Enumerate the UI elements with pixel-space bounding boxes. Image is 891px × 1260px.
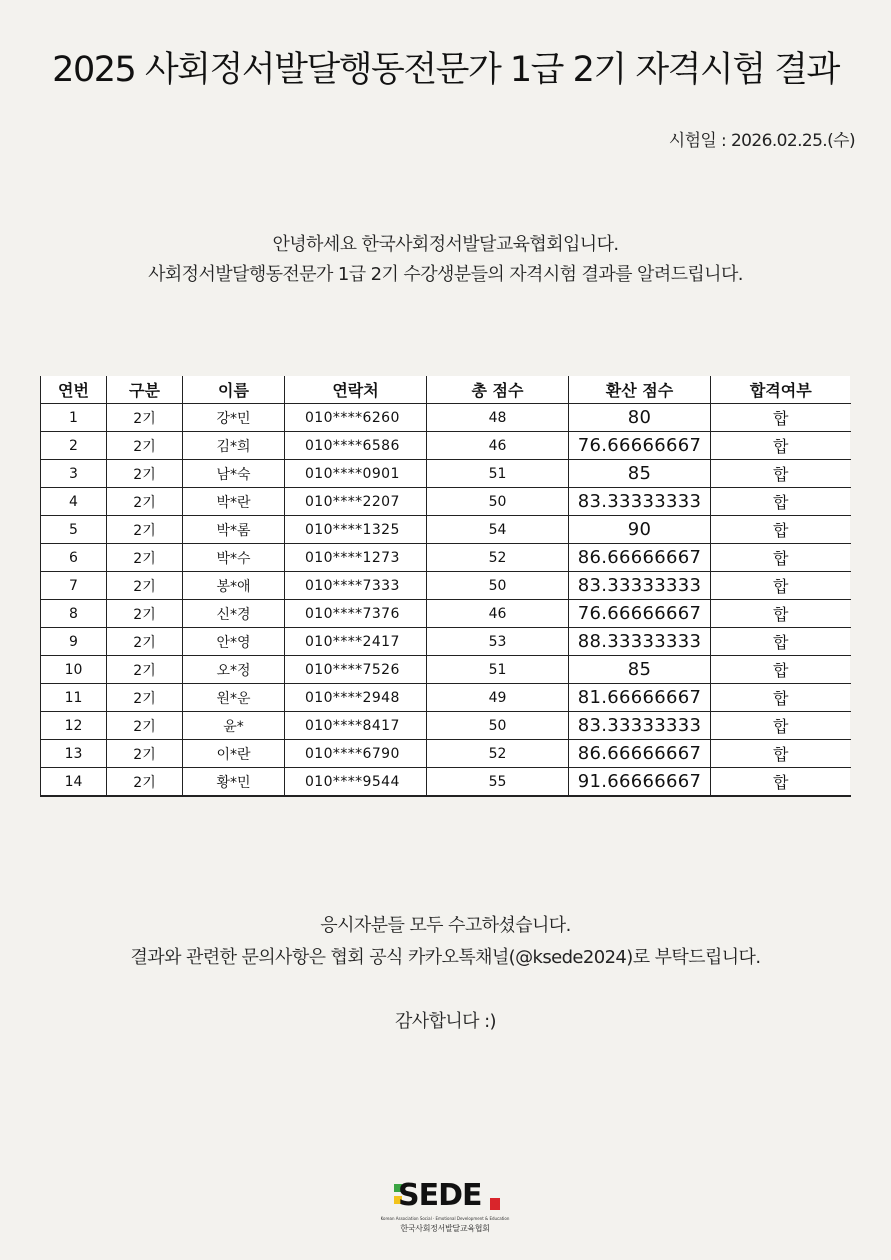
results-table-body: [41, 404, 851, 797]
table-row: [41, 740, 851, 768]
cell-cohort: 2기: [107, 656, 183, 684]
cell-pass-status: 합: [711, 572, 851, 600]
cell-index: 5: [41, 516, 107, 544]
thanks-text: 감사합니다 :): [395, 1011, 496, 1032]
header-contact: 연락처: [285, 376, 427, 404]
cell-contact: 010****6790: [285, 740, 427, 768]
closing-line: 결과와 관련한 문의사항은 협회 공식 카카오톡채널(@ksede2024)로 부탁드립니다.: [130, 947, 761, 968]
cell-total-score: 53: [427, 628, 569, 656]
logo-red-mark: [490, 1198, 500, 1210]
cell-name: 박*란: [183, 488, 285, 516]
logo-korean-name: 한국사회정서발달교육협회: [400, 1224, 490, 1233]
exam-date: 시험일 : 2026.02.25.(수): [668, 131, 855, 151]
cell-contact: 010****0901: [285, 460, 427, 488]
cell-index: 9: [41, 628, 107, 656]
header-converted-score: 환산 점수: [569, 376, 711, 404]
cell-contact: 010****6260: [285, 404, 427, 432]
table-header-row: [41, 376, 851, 404]
header-pass-status: 합격여부: [711, 376, 851, 404]
cell-contact: 010****1273: [285, 544, 427, 572]
cell-pass-status: 합: [711, 544, 851, 572]
cell-converted-score: 83.33333333: [569, 712, 711, 740]
cell-name: 황*민: [183, 768, 285, 797]
cell-pass-status: 합: [711, 600, 851, 628]
cell-converted-score: 90: [569, 516, 711, 544]
cell-name: 남*숙: [183, 460, 285, 488]
cell-cohort: 2기: [107, 600, 183, 628]
intro-message: [0, 230, 891, 290]
cell-total-score: 51: [427, 656, 569, 684]
cell-converted-score: 88.33333333: [569, 628, 711, 656]
cell-total-score: 48: [427, 404, 569, 432]
cell-index: 13: [41, 740, 107, 768]
table-row: [41, 628, 851, 656]
table-row: [41, 572, 851, 600]
closing-message: [0, 910, 891, 1038]
cell-converted-score: 91.66666667: [569, 768, 711, 797]
cell-cohort: 2기: [107, 460, 183, 488]
cell-name: 이*란: [183, 740, 285, 768]
cell-name: 신*경: [183, 600, 285, 628]
cell-pass-status: 합: [711, 684, 851, 712]
cell-index: 11: [41, 684, 107, 712]
cell-cohort: 2기: [107, 488, 183, 516]
cell-cohort: 2기: [107, 768, 183, 797]
cell-converted-score: 81.66666667: [569, 684, 711, 712]
cell-contact: 010****8417: [285, 712, 427, 740]
cell-pass-status: 합: [711, 740, 851, 768]
cell-name: 박*수: [183, 544, 285, 572]
cell-pass-status: 합: [711, 712, 851, 740]
cell-converted-score: 85: [569, 656, 711, 684]
cell-contact: 010****7376: [285, 600, 427, 628]
cell-index: 12: [41, 712, 107, 740]
header-total-score: 총 점수: [427, 376, 569, 404]
cell-name: 원*운: [183, 684, 285, 712]
cell-pass-status: 합: [711, 768, 851, 797]
header-cohort: 구분: [107, 376, 183, 404]
cell-contact: 010****2948: [285, 684, 427, 712]
association-logo: [380, 1178, 510, 1238]
cell-contact: 010****9544: [285, 768, 427, 797]
cell-pass-status: 합: [711, 656, 851, 684]
cell-index: 3: [41, 460, 107, 488]
cell-pass-status: 합: [711, 460, 851, 488]
cell-pass-status: 합: [711, 404, 851, 432]
cell-index: 4: [41, 488, 107, 516]
cell-converted-score: 76.66666667: [569, 600, 711, 628]
intro-line: 안녕하세요 한국사회정서발달교육협회입니다.: [272, 234, 619, 255]
cell-name: 오*정: [183, 656, 285, 684]
cell-contact: 010****2417: [285, 628, 427, 656]
cell-total-score: 50: [427, 488, 569, 516]
cell-name: 봉*애: [183, 572, 285, 600]
cell-cohort: 2기: [107, 712, 183, 740]
logo-wordmark: SEDE: [398, 1178, 482, 1213]
cell-contact: 010****7333: [285, 572, 427, 600]
table-row: [41, 404, 851, 432]
cell-index: 8: [41, 600, 107, 628]
header-name: 이름: [183, 376, 285, 404]
page-title: 2025 사회정서발달행동전문가 1급 2기 자격시험 결과: [52, 50, 839, 90]
cell-name: 안*영: [183, 628, 285, 656]
cell-total-score: 49: [427, 684, 569, 712]
cell-total-score: 50: [427, 572, 569, 600]
closing-line: 응시자분들 모두 수고하셨습니다.: [320, 915, 571, 936]
logo-tagline: Korean Association Social · Emotional Development & Education: [380, 1216, 510, 1221]
table-row: [41, 460, 851, 488]
cell-converted-score: 83.33333333: [569, 488, 711, 516]
cell-pass-status: 합: [711, 488, 851, 516]
cell-total-score: 52: [427, 544, 569, 572]
cell-index: 1: [41, 404, 107, 432]
cell-cohort: 2기: [107, 684, 183, 712]
cell-converted-score: 86.66666667: [569, 544, 711, 572]
cell-pass-status: 합: [711, 432, 851, 460]
cell-index: 7: [41, 572, 107, 600]
cell-name: 강*민: [183, 404, 285, 432]
results-table-container: [40, 376, 850, 797]
header-index: 연번: [41, 376, 107, 404]
cell-cohort: 2기: [107, 572, 183, 600]
cell-total-score: 51: [427, 460, 569, 488]
cell-pass-status: 합: [711, 516, 851, 544]
cell-total-score: 46: [427, 600, 569, 628]
cell-converted-score: 80: [569, 404, 711, 432]
cell-name: 김*희: [183, 432, 285, 460]
table-row: [41, 600, 851, 628]
cell-name: 윤*: [183, 712, 285, 740]
cell-index: 2: [41, 432, 107, 460]
cell-index: 14: [41, 768, 107, 797]
table-row: [41, 656, 851, 684]
cell-total-score: 46: [427, 432, 569, 460]
table-row: [41, 432, 851, 460]
cell-cohort: 2기: [107, 544, 183, 572]
intro-line: 사회정서발달행동전문가 1급 2기 수강생분들의 자격시험 결과를 알려드립니다.: [148, 264, 743, 285]
table-row: [41, 712, 851, 740]
cell-cohort: 2기: [107, 740, 183, 768]
cell-pass-status: 합: [711, 628, 851, 656]
cell-cohort: 2기: [107, 404, 183, 432]
cell-total-score: 50: [427, 712, 569, 740]
cell-converted-score: 86.66666667: [569, 740, 711, 768]
cell-contact: 010****6586: [285, 432, 427, 460]
cell-contact: 010****2207: [285, 488, 427, 516]
cell-converted-score: 76.66666667: [569, 432, 711, 460]
cell-cohort: 2기: [107, 432, 183, 460]
table-row: [41, 544, 851, 572]
cell-converted-score: 85: [569, 460, 711, 488]
cell-name: 박*롬: [183, 516, 285, 544]
cell-total-score: 52: [427, 740, 569, 768]
table-row: [41, 684, 851, 712]
results-table: [40, 376, 851, 797]
cell-index: 10: [41, 656, 107, 684]
cell-cohort: 2기: [107, 628, 183, 656]
cell-index: 6: [41, 544, 107, 572]
cell-total-score: 54: [427, 516, 569, 544]
cell-contact: 010****1325: [285, 516, 427, 544]
cell-contact: 010****7526: [285, 656, 427, 684]
cell-cohort: 2기: [107, 516, 183, 544]
table-row: [41, 516, 851, 544]
cell-converted-score: 83.33333333: [569, 572, 711, 600]
table-row: [41, 768, 851, 797]
table-row: [41, 488, 851, 516]
cell-total-score: 55: [427, 768, 569, 797]
